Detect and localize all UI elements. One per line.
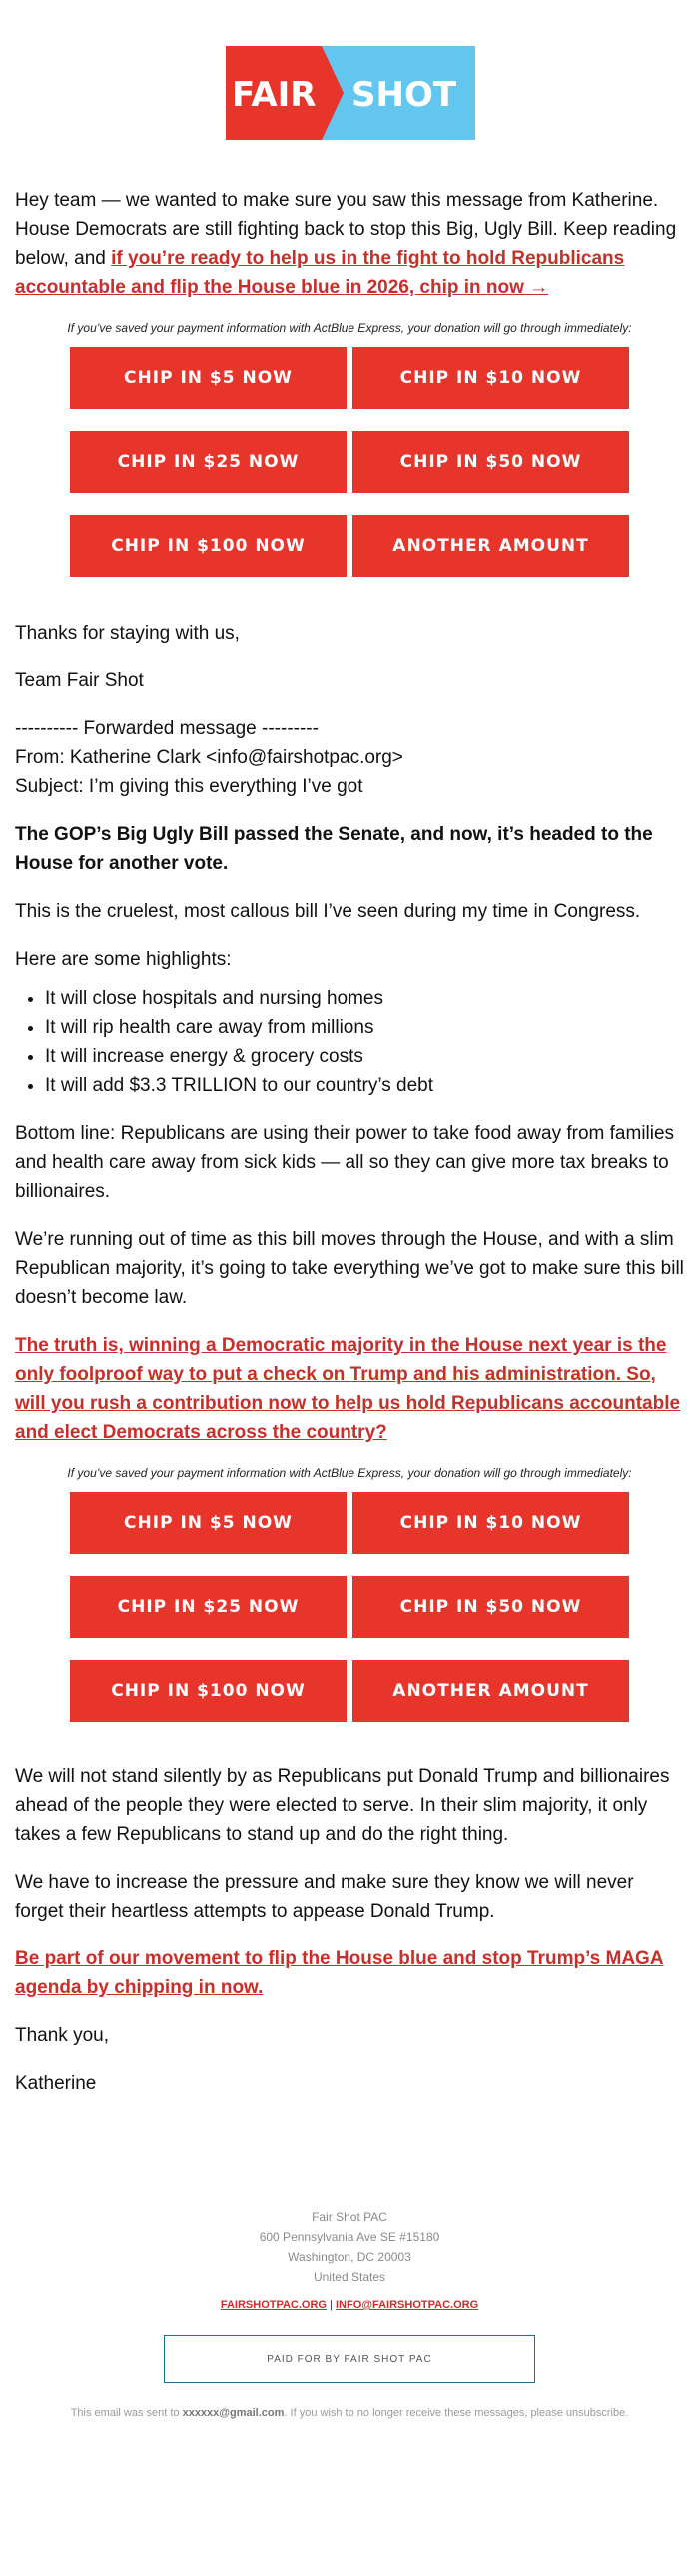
letter-donate-link[interactable]: The truth is, winning a Democratic majority in the House next year is the only foolproof way to put a check on Trump and his administration. So, will you rush a contribution now to help us hold Republicans accountable and elect Democrats across the country? [15, 1335, 681, 1443]
chip-in-10-button[interactable]: CHIP IN $10 NOW [352, 1492, 629, 1554]
footer-street: 600 Pennsylvania Ave SE #15180 [259, 2230, 440, 2244]
letter-p2: Here are some highlights: [15, 949, 232, 970]
sent-prefix: This email was sent to [70, 2407, 183, 2419]
footer-country: United States [313, 2270, 386, 2284]
sent-suffix[interactable]: . If you wish to no longer receive these messages, please unsubscribe. [284, 2407, 629, 2419]
logo-text-shot: SHOT [351, 75, 457, 115]
logo-text-fair: FAIR [232, 75, 317, 115]
another-amount-button[interactable]: ANOTHER AMOUNT [352, 515, 629, 577]
chip-in-50-button[interactable]: CHIP IN $50 NOW [352, 1576, 629, 1638]
forwarded-subject: Subject: I’m giving this everything I’ve got [15, 776, 363, 797]
list-item: • It will rip health care away from millions [45, 1013, 684, 1042]
intro-donate-link[interactable]: if you’re ready to help us in the fight to hold Republicans accountable and flip the House blue in 2026, chip in now → [15, 248, 625, 298]
letter-p6: We have to increase the pressure and make sure they know we will never forget their heartless attempts to appease Donald Trump. [15, 1872, 634, 1922]
chip-in-100-button[interactable]: CHIP IN $100 NOW [70, 1660, 347, 1722]
unsubscribe-line [0, 2407, 699, 2419]
chip-in-10-button[interactable]: CHIP IN $10 NOW [352, 347, 629, 409]
thanks-line: Thanks for staying with us, [15, 623, 240, 644]
chip-in-100-button[interactable]: CHIP IN $100 NOW [70, 515, 347, 577]
recipient-email: xxxxxx@gmail.com [182, 2407, 285, 2419]
forwarded-header [15, 714, 684, 801]
signature: Katherine [15, 2073, 97, 2094]
list-item: • It will close hospitals and nursing homes [45, 984, 684, 1013]
header [0, 0, 699, 186]
footer-org: Fair Shot PAC [312, 2210, 387, 2224]
link-separator: | [330, 2299, 333, 2311]
donation-grid-top [70, 347, 629, 577]
chip-in-50-button[interactable]: CHIP IN $50 NOW [352, 431, 629, 493]
letter-lead: The GOP’s Big Ugly Bill passed the Senate, and now, it’s headed to the House for another vote. [15, 824, 653, 874]
chip-in-5-button[interactable]: CHIP IN $5 NOW [70, 347, 347, 409]
team-signature: Team Fair Shot [15, 670, 144, 691]
letter-p4: We’re running out of time as this bill moves through the House, and with a slim Republican majority, it’s going to take everything we’ve got to make sure this bill doesn’t become law. [15, 1229, 684, 1308]
highlights-list [15, 984, 684, 1100]
letter-final-cta [15, 1944, 684, 2002]
email-link[interactable]: INFO@FAIRSHOTPAC.ORG [335, 2299, 479, 2311]
website-link[interactable]: FAIRSHOTPAC.ORG [220, 2299, 327, 2311]
signoff: Thank you, [15, 2025, 109, 2046]
intro-paragraph [15, 186, 684, 302]
footer-city: Washington, DC 20003 [288, 2250, 411, 2264]
chip-in-25-button[interactable]: CHIP IN $25 NOW [70, 1576, 347, 1638]
chip-in-25-button[interactable]: CHIP IN $25 NOW [70, 431, 347, 493]
actblue-note-2: If you’ve saved your payment information with ActBlue Express, your donation will go through immediately: [67, 1466, 632, 1480]
letter-cta-paragraph [15, 1331, 684, 1447]
final-donate-link[interactable]: Be part of our movement to flip the House blue and stop Trump’s MAGA agenda by chipping in now. [15, 1948, 664, 1998]
another-amount-button[interactable]: ANOTHER AMOUNT [352, 1660, 629, 1722]
actblue-note: If you’ve saved your payment information with ActBlue Express, your donation will go through immediately: [67, 321, 632, 335]
forwarded-divider: ---------- Forwarded message --------- [15, 718, 319, 739]
chip-in-5-button[interactable]: CHIP IN $5 NOW [70, 1492, 347, 1554]
letter-p5: We will not stand silently by as Republicans put Donald Trump and billionaires ahead of the people they were elected to serve. In their slim majority, it only takes a few Republicans to stand up and do the right thing. [15, 1766, 670, 1845]
letter-p3: Bottom line: Republicans are using their power to take food away from families and health care away from sick kids — all so they can give more tax breaks to billionaires. [15, 1123, 675, 1202]
footer [0, 2207, 699, 2419]
paid-for-box: PAID FOR BY FAIR SHOT PAC [164, 2335, 535, 2383]
list-item: • It will increase energy & grocery costs [45, 1042, 684, 1071]
list-item: • It will add $3.3 TRILLION to our country’s debt [45, 1071, 684, 1100]
donation-grid-bottom [70, 1492, 629, 1722]
intro-text: Hey team — we wanted to make sure you saw this message from Katherine. House Democrats are still fighting back to stop this Big, Ugly Bill. Keep reading below, and [15, 190, 677, 269]
fair-shot-logo[interactable] [226, 46, 475, 140]
footer-links [0, 2299, 699, 2311]
forwarded-from: From: Katherine Clark <info@fairshotpac.org> [15, 747, 403, 768]
footer-address [0, 2207, 699, 2287]
letter-p1: This is the cruelest, most callous bill I’ve seen during my time in Congress. [15, 901, 641, 922]
